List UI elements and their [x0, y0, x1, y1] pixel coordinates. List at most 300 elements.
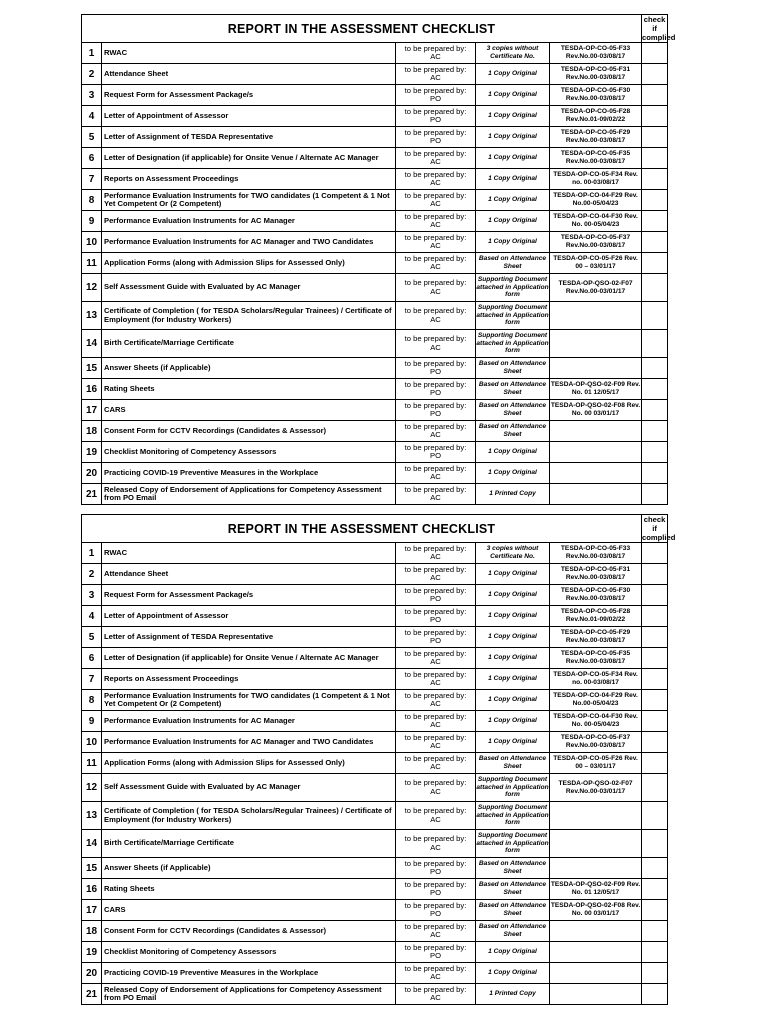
prepared-by-label: to be prepared by: [404, 190, 467, 200]
form-code: TESDA-OP-CO-05-F33 Rev.No.00-03/08/17 [550, 543, 642, 564]
item-description: Performance Evaluation Instruments for AC Manager [102, 211, 396, 232]
item-description: Checklist Monitoring of Competency Assessors [102, 442, 396, 463]
copies-required: 1 Copy Original [476, 963, 550, 984]
item-description: Reports on Assessment Proceedings [102, 669, 396, 690]
prepared-by-value: AC [430, 262, 441, 271]
item-description: CARS [102, 400, 396, 421]
form-code: TESDA-OP-CO-05-F29 Rev.No.00-03/08/17 [550, 627, 642, 648]
form-code: TESDA-OP-CO-05-F30 Rev.No.00-03/08/17 [550, 585, 642, 606]
prepared-by-cell [396, 358, 476, 379]
form-code [550, 942, 642, 963]
prepared-by-label: to be prepared by: [404, 106, 467, 116]
form-code [550, 830, 642, 858]
prepared-by-cell [396, 942, 476, 963]
prepared-by-label: to be prepared by: [404, 711, 467, 721]
item-description: Performance Evaluation Instruments for AC Manager [102, 711, 396, 732]
item-description: CARS [102, 900, 396, 921]
prepared-by-label: to be prepared by: [404, 963, 467, 973]
item-description: Request Form for Assessment Package/s [102, 85, 396, 106]
check-if-complied-cell[interactable] [642, 484, 668, 505]
check-if-complied-cell[interactable] [642, 43, 668, 64]
item-number: 7 [82, 669, 102, 690]
checklist-table-2 [81, 514, 676, 1005]
form-code: TESDA-OP-QSO-02-F09 Rev. No. 01 12/05/17 [550, 879, 642, 900]
checklist-row [82, 942, 668, 963]
form-code [550, 921, 642, 942]
prepared-by-cell [396, 669, 476, 690]
checklist-table-1 [81, 14, 676, 505]
prepared-by-value: PO [430, 115, 441, 124]
prepared-by-label: to be prepared by: [404, 253, 467, 263]
checklist-row [82, 463, 668, 484]
prepared-by-value: AC [430, 678, 441, 687]
item-description: Self Assessment Guide with Evaluated by AC Manager [102, 774, 396, 802]
check-if-complied-cell[interactable] [642, 627, 668, 648]
prepared-by-label: to be prepared by: [404, 85, 467, 95]
check-if-complied-cell[interactable] [642, 942, 668, 963]
prepared-by-value: AC [430, 73, 441, 82]
copies-required: Supporting Document attached in Application form [476, 774, 550, 802]
prepared-by-value: AC [430, 720, 441, 729]
checklist-row [82, 232, 668, 253]
prepared-by-value: PO [430, 888, 441, 897]
check-if-complied-cell[interactable] [642, 858, 668, 879]
check-if-complied-cell[interactable] [642, 879, 668, 900]
item-description: Performance Evaluation Instruments for TWO candidates (1 Competent & 1 Not Yet Competent Or (2 Competent) [102, 190, 396, 211]
prepared-by-cell [396, 484, 476, 505]
prepared-by-value: AC [430, 220, 441, 229]
form-code: TESDA-OP-CO-05-F31 Rev.No.00-03/08/17 [550, 64, 642, 85]
prepared-by-label: to be prepared by: [404, 921, 467, 931]
item-description: Answer Sheets (if Applicable) [102, 358, 396, 379]
item-description: Performance Evaluation Instruments for TWO candidates (1 Competent & 1 Not Yet Competent Or (2 Competent) [102, 690, 396, 711]
copies-required: 1 Copy Original [476, 648, 550, 669]
check-if-complied-cell[interactable] [642, 169, 668, 190]
form-code: TESDA-OP-CO-05-F35 Rev.No.00-03/08/17 [550, 648, 642, 669]
prepared-by-label: to be prepared by: [404, 834, 467, 844]
item-number: 18 [82, 421, 102, 442]
prepared-by-cell [396, 963, 476, 984]
item-number: 17 [82, 900, 102, 921]
item-number: 5 [82, 627, 102, 648]
item-number: 15 [82, 858, 102, 879]
prepared-by-cell [396, 169, 476, 190]
check-if-complied-cell[interactable] [642, 690, 668, 711]
item-number: 6 [82, 648, 102, 669]
item-number: 1 [82, 543, 102, 564]
prepared-by-cell [396, 379, 476, 400]
copies-required: Supporting Document attached in Application form [476, 830, 550, 858]
checklist-row [82, 564, 668, 585]
form-code [550, 984, 642, 1005]
form-code: TESDA-OP-QSO-02-F07 Rev.No.00-03/01/17 [550, 774, 642, 802]
prepared-by-cell [396, 421, 476, 442]
item-description: Letter of Assignment of TESDA Representative [102, 627, 396, 648]
item-description: Answer Sheets (if Applicable) [102, 858, 396, 879]
form-code: TESDA-OP-CO-05-F37 Rev.No.00-03/08/17 [550, 732, 642, 753]
checklist-row [82, 484, 668, 505]
copies-required: 1 Copy Original [476, 148, 550, 169]
item-number: 9 [82, 711, 102, 732]
prepared-by-cell [396, 543, 476, 564]
check-if-complied-cell[interactable] [642, 148, 668, 169]
item-number: 15 [82, 358, 102, 379]
prepared-by-label: to be prepared by: [404, 900, 467, 910]
prepared-by-cell [396, 858, 476, 879]
prepared-by-label: to be prepared by: [404, 778, 467, 788]
form-code: TESDA-OP-CO-05-F26 Rev. 00 – 03/01/17 [550, 753, 642, 774]
check-if-complied-cell[interactable] [642, 921, 668, 942]
check-if-complied-cell[interactable] [642, 711, 668, 732]
prepared-by-value: PO [430, 909, 441, 918]
item-description: Performance Evaluation Instruments for AC Manager and TWO Candidates [102, 732, 396, 753]
prepared-by-cell [396, 190, 476, 211]
prepared-by-cell [396, 753, 476, 774]
checklist-row [82, 148, 668, 169]
copies-required: 3 copies without Certificate No. [476, 543, 550, 564]
check-if-complied-cell[interactable] [642, 330, 668, 358]
copies-required: 1 Copy Original [476, 64, 550, 85]
copies-required: Supporting Document attached in Application form [476, 330, 550, 358]
check-if-complied-header: check if complied [642, 15, 676, 42]
checklist-body-1 [82, 15, 676, 505]
check-if-complied-cell[interactable] [642, 64, 668, 85]
item-description: Reports on Assessment Proceedings [102, 169, 396, 190]
item-description: Letter of Assignment of TESDA Representative [102, 127, 396, 148]
item-number: 9 [82, 211, 102, 232]
prepared-by-value: AC [430, 286, 441, 296]
copies-required: Based on Attendance Sheet [476, 879, 550, 900]
checklist-row [82, 85, 668, 106]
item-description: Checklist Monitoring of Competency Assessors [102, 942, 396, 963]
form-code [550, 802, 642, 830]
prepared-by-cell [396, 585, 476, 606]
item-number: 8 [82, 190, 102, 211]
item-number: 13 [82, 802, 102, 830]
form-code [550, 330, 642, 358]
prepared-by-cell [396, 627, 476, 648]
checklist-row [82, 421, 668, 442]
prepared-by-label: to be prepared by: [404, 211, 467, 221]
prepared-by-cell [396, 442, 476, 463]
copies-required: 1 Copy Original [476, 442, 550, 463]
checklist-row [82, 900, 668, 921]
form-code: TESDA-OP-CO-05-F34 Rev. no. 00-03/08/17 [550, 169, 642, 190]
form-code: TESDA-OP-CO-05-F30 Rev.No.00-03/08/17 [550, 85, 642, 106]
prepared-by-cell [396, 921, 476, 942]
check-if-complied-cell[interactable] [642, 358, 668, 379]
copies-required: 1 Copy Original [476, 627, 550, 648]
check-if-complied-cell[interactable] [642, 802, 668, 830]
prepared-by-cell [396, 274, 476, 302]
prepared-by-cell [396, 606, 476, 627]
item-description: RWAC [102, 43, 396, 64]
copies-required: Based on Attendance Sheet [476, 421, 550, 442]
prepared-by-label: to be prepared by: [404, 334, 467, 344]
item-description: Self Assessment Guide with Evaluated by AC Manager [102, 274, 396, 302]
copies-required: 1 Copy Original [476, 232, 550, 253]
check-if-complied-cell[interactable] [642, 606, 668, 627]
item-description: Application Forms (along with Admission Slips for Assessed Only) [102, 253, 396, 274]
checklist-row [82, 379, 668, 400]
item-number: 4 [82, 106, 102, 127]
checklist-row [82, 400, 668, 421]
copies-required: 1 Copy Original [476, 211, 550, 232]
checklist-row [82, 64, 668, 85]
prepared-by-value: AC [430, 199, 441, 208]
prepared-by-value: PO [430, 951, 441, 960]
item-description: Request Form for Assessment Package/s [102, 585, 396, 606]
checklist-row [82, 858, 668, 879]
prepared-by-label: to be prepared by: [404, 127, 467, 137]
check-if-complied-cell[interactable] [642, 379, 668, 400]
prepared-by-label: to be prepared by: [404, 358, 467, 368]
prepared-by-label: to be prepared by: [404, 858, 467, 868]
prepared-by-label: to be prepared by: [404, 484, 467, 494]
item-number: 20 [82, 963, 102, 984]
checklist-row [82, 669, 668, 690]
checklist-row [82, 830, 668, 858]
item-number: 16 [82, 879, 102, 900]
form-code [550, 421, 642, 442]
prepared-by-cell [396, 774, 476, 802]
copies-required: Based on Attendance Sheet [476, 400, 550, 421]
prepared-by-cell [396, 463, 476, 484]
copies-required: 1 Copy Original [476, 169, 550, 190]
item-number: 13 [82, 302, 102, 330]
checklist-row [82, 627, 668, 648]
prepared-by-value: PO [430, 409, 441, 418]
prepared-by-value: AC [430, 993, 441, 1002]
prepared-by-label: to be prepared by: [404, 442, 467, 452]
check-if-complied-cell[interactable] [642, 85, 668, 106]
copies-required: 1 Printed Copy [476, 984, 550, 1005]
prepared-by-cell [396, 564, 476, 585]
item-description: Application Forms (along with Admission Slips for Assessed Only) [102, 753, 396, 774]
prepared-by-cell [396, 802, 476, 830]
checklist-row [82, 921, 668, 942]
prepared-by-label: to be prepared by: [404, 169, 467, 179]
form-code [550, 463, 642, 484]
form-code: TESDA-OP-CO-05-F33 Rev.No.00-03/08/17 [550, 43, 642, 64]
prepared-by-cell [396, 732, 476, 753]
checklist-row [82, 648, 668, 669]
check-if-complied-cell[interactable] [642, 463, 668, 484]
prepared-by-value: AC [430, 552, 441, 561]
check-if-complied-cell[interactable] [642, 564, 668, 585]
item-number: 6 [82, 148, 102, 169]
prepared-by-value: AC [430, 930, 441, 939]
form-code: TESDA-OP-CO-05-F28 Rev.No.01-09/02/22 [550, 106, 642, 127]
prepared-by-label: to be prepared by: [404, 463, 467, 473]
item-description: Consent Form for CCTV Recordings (Candidates & Assessor) [102, 921, 396, 942]
form-code: TESDA-OP-CO-05-F31 Rev.No.00-03/08/17 [550, 564, 642, 585]
prepared-by-value: AC [430, 493, 441, 502]
check-if-complied-cell[interactable] [642, 232, 668, 253]
checklist-row [82, 358, 668, 379]
item-description: Released Copy of Endorsement of Applications for Competency Assessment from PO Email [102, 984, 396, 1005]
prepared-by-label: to be prepared by: [404, 753, 467, 763]
item-number: 11 [82, 753, 102, 774]
form-code: TESDA-OP-QSO-02-F09 Rev. No. 01 12/05/17 [550, 379, 642, 400]
check-if-complied-cell[interactable] [642, 774, 668, 802]
check-if-complied-cell[interactable] [642, 253, 668, 274]
check-if-complied-cell[interactable] [642, 274, 668, 302]
item-number: 4 [82, 606, 102, 627]
form-code [550, 442, 642, 463]
copies-required: 3 copies without Certificate No. [476, 43, 550, 64]
prepared-by-label: to be prepared by: [404, 421, 467, 431]
prepared-by-label: to be prepared by: [404, 379, 467, 389]
item-description: Practicing COVID-19 Preventive Measures in the Workplace [102, 963, 396, 984]
prepared-by-cell [396, 43, 476, 64]
item-number: 21 [82, 484, 102, 505]
prepared-by-label: to be prepared by: [404, 278, 467, 288]
check-if-complied-cell[interactable] [642, 900, 668, 921]
item-number: 18 [82, 921, 102, 942]
check-if-complied-cell[interactable] [642, 421, 668, 442]
prepared-by-value: PO [430, 615, 441, 624]
copies-required: 1 Printed Copy [476, 484, 550, 505]
prepared-by-value: AC [430, 972, 441, 981]
prepared-by-cell [396, 830, 476, 858]
prepared-by-value: PO [430, 367, 441, 376]
copies-required: 1 Copy Original [476, 85, 550, 106]
prepared-by-value: AC [430, 342, 441, 352]
checklist-title: REPORT IN THE ASSESSMENT CHECKLIST [82, 15, 642, 43]
prepared-by-value: AC [430, 52, 441, 61]
check-if-complied-cell[interactable] [642, 127, 668, 148]
item-description: Released Copy of Endorsement of Applications for Competency Assessment from PO Email [102, 484, 396, 505]
check-if-complied-cell[interactable] [642, 442, 668, 463]
copies-required: Based on Attendance Sheet [476, 358, 550, 379]
item-number: 12 [82, 274, 102, 302]
prepared-by-value: AC [430, 472, 441, 481]
copies-required: Based on Attendance Sheet [476, 253, 550, 274]
item-description: Attendance Sheet [102, 64, 396, 85]
copies-required: 1 Copy Original [476, 463, 550, 484]
checklist-row [82, 802, 668, 830]
prepared-by-label: to be prepared by: [404, 879, 467, 889]
check-if-complied-cell[interactable] [642, 753, 668, 774]
prepared-by-value: AC [430, 786, 441, 796]
item-number: 12 [82, 774, 102, 802]
item-description: Birth Certificate/Marriage Certificate [102, 330, 396, 358]
prepared-by-cell [396, 253, 476, 274]
copies-required: 1 Copy Original [476, 942, 550, 963]
header-row [82, 15, 668, 43]
checklist-row [82, 442, 668, 463]
prepared-by-cell [396, 127, 476, 148]
check-if-complied-cell[interactable] [642, 543, 668, 564]
prepared-by-label: to be prepared by: [404, 543, 467, 553]
form-code: TESDA-OP-CO-05-F35 Rev.No.00-03/08/17 [550, 148, 642, 169]
prepared-by-value: PO [430, 867, 441, 876]
item-description: Rating Sheets [102, 379, 396, 400]
form-code [550, 963, 642, 984]
item-description: Attendance Sheet [102, 564, 396, 585]
prepared-by-label: to be prepared by: [404, 627, 467, 637]
prepared-by-label: to be prepared by: [404, 43, 467, 53]
check-if-complied-cell[interactable] [642, 585, 668, 606]
form-code [550, 484, 642, 505]
prepared-by-cell [396, 85, 476, 106]
check-if-complied-cell[interactable] [642, 984, 668, 1005]
prepared-by-cell [396, 711, 476, 732]
check-if-complied-cell[interactable] [642, 732, 668, 753]
check-if-complied-cell[interactable] [642, 830, 668, 858]
check-if-complied-cell[interactable] [642, 648, 668, 669]
prepared-by-value: AC [430, 842, 441, 852]
checklist-row [82, 711, 668, 732]
prepared-by-cell [396, 302, 476, 330]
check-if-complied-cell[interactable] [642, 302, 668, 330]
prepared-by-value: PO [430, 636, 441, 645]
form-code: TESDA-OP-CO-05-F29 Rev.No.00-03/08/17 [550, 127, 642, 148]
item-description: RWAC [102, 543, 396, 564]
checklist-row [82, 879, 668, 900]
copies-required: Supporting Document attached in Application form [476, 274, 550, 302]
checklist-row [82, 169, 668, 190]
item-description: Performance Evaluation Instruments for AC Manager and TWO Candidates [102, 232, 396, 253]
copies-required: Based on Attendance Sheet [476, 753, 550, 774]
prepared-by-cell [396, 330, 476, 358]
form-code: TESDA-OP-CO-05-F37 Rev.No.00-03/08/17 [550, 232, 642, 253]
item-description: Consent Form for CCTV Recordings (Candidates & Assessor) [102, 421, 396, 442]
form-code: TESDA-OP-CO-05-F26 Rev. 00 – 03/01/17 [550, 253, 642, 274]
prepared-by-cell [396, 690, 476, 711]
prepared-by-label: to be prepared by: [404, 400, 467, 410]
check-if-complied-cell[interactable] [642, 963, 668, 984]
checklist-row [82, 690, 668, 711]
check-if-complied-cell[interactable] [642, 211, 668, 232]
checklist-row [82, 302, 668, 330]
prepared-by-value: AC [430, 314, 441, 324]
checklist-row [82, 732, 668, 753]
form-code: TESDA-OP-CO-05-F28 Rev.No.01-09/02/22 [550, 606, 642, 627]
prepared-by-label: to be prepared by: [404, 669, 467, 679]
check-if-complied-cell[interactable] [642, 190, 668, 211]
prepared-by-value: AC [430, 699, 441, 708]
prepared-by-cell [396, 900, 476, 921]
form-code: TESDA-OP-CO-04-F29 Rev. No.00-05/04/23 [550, 690, 642, 711]
item-description: Birth Certificate/Marriage Certificate [102, 830, 396, 858]
checklist-title: REPORT IN THE ASSESSMENT CHECKLIST [82, 515, 642, 543]
check-if-complied-cell[interactable] [642, 106, 668, 127]
form-code: TESDA-OP-QSO-02-F08 Rev. No. 00 03/01/17 [550, 400, 642, 421]
prepared-by-value: AC [430, 741, 441, 750]
copies-required: 1 Copy Original [476, 106, 550, 127]
checklist-row [82, 606, 668, 627]
prepared-by-cell [396, 400, 476, 421]
copies-required: 1 Copy Original [476, 585, 550, 606]
prepared-by-value: PO [430, 94, 441, 103]
prepared-by-cell [396, 64, 476, 85]
prepared-by-value: AC [430, 241, 441, 250]
item-number: 2 [82, 64, 102, 85]
check-if-complied-cell[interactable] [642, 400, 668, 421]
item-number: 2 [82, 564, 102, 585]
item-number: 10 [82, 232, 102, 253]
prepared-by-value: AC [430, 762, 441, 771]
header-row [82, 515, 668, 543]
check-if-complied-cell[interactable] [642, 669, 668, 690]
prepared-by-value: PO [430, 451, 441, 460]
prepared-by-cell [396, 232, 476, 253]
item-number: 20 [82, 463, 102, 484]
prepared-by-cell [396, 211, 476, 232]
copies-required: 1 Copy Original [476, 690, 550, 711]
